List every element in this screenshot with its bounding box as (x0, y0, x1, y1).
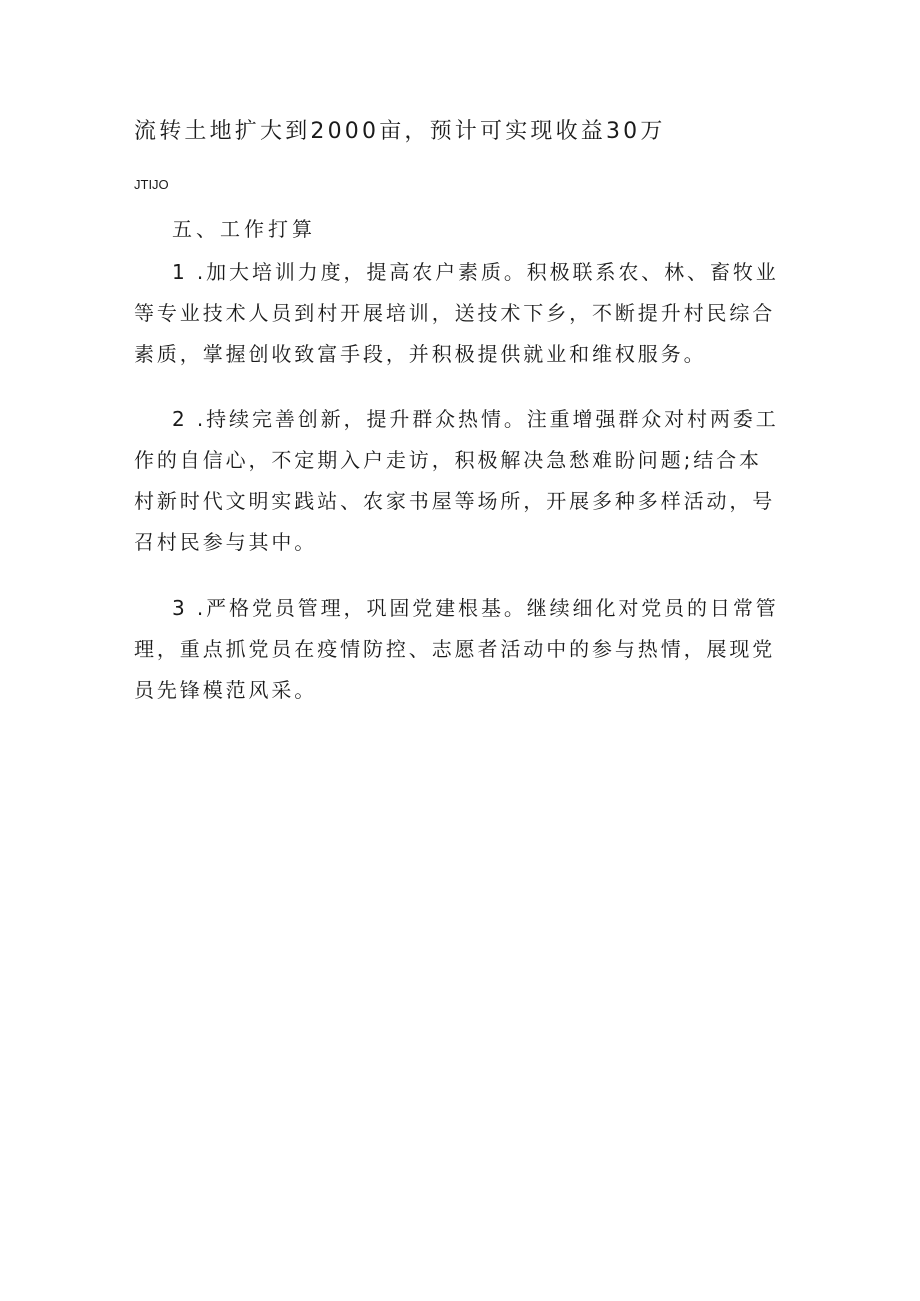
paragraph-line: 村新时代文明实践站、农家书屋等场所，开展多种多样活动，号 (134, 489, 776, 513)
paragraph-3 (134, 588, 784, 711)
paragraph-line: 等专业技术人员到村开展培训，送技术下乡，不断提升村民综合 (134, 301, 776, 325)
paragraph-line: 召村民参与其中。 (134, 530, 318, 554)
paragraph-line: 1 .加大培训力度，提高农户素质。积极联系农、林、畜牧业 (172, 260, 779, 284)
paragraph-line: 员先锋模范风采。 (134, 678, 318, 702)
paragraph-1 (134, 252, 784, 375)
paragraph-line: 作的自信心，不定期入户走访，积极解决急愁难盼问题;结合本 (134, 448, 762, 472)
continued-text-line: 流转土地扩大到2000亩，预计可实现收益30万 (134, 119, 666, 144)
paragraph-line: 素质，掌握创收致富手段，并积极提供就业和维权服务。 (134, 342, 707, 366)
stray-code-text: JTIJO (134, 177, 169, 192)
paragraph-line: 2 .持续完善创新，提升群众热情。注重增强群众对村两委工 (172, 407, 779, 431)
paragraph-line: 理，重点抓党员在疫情防控、志愿者活动中的参与热情，展现党 (134, 637, 776, 661)
section-heading: 五、工作打算 (172, 217, 316, 241)
paragraph-line: 3 .严格党员管理，巩固党建根基。继续细化对党员的日常管 (172, 596, 779, 620)
paragraph-2 (134, 399, 784, 563)
